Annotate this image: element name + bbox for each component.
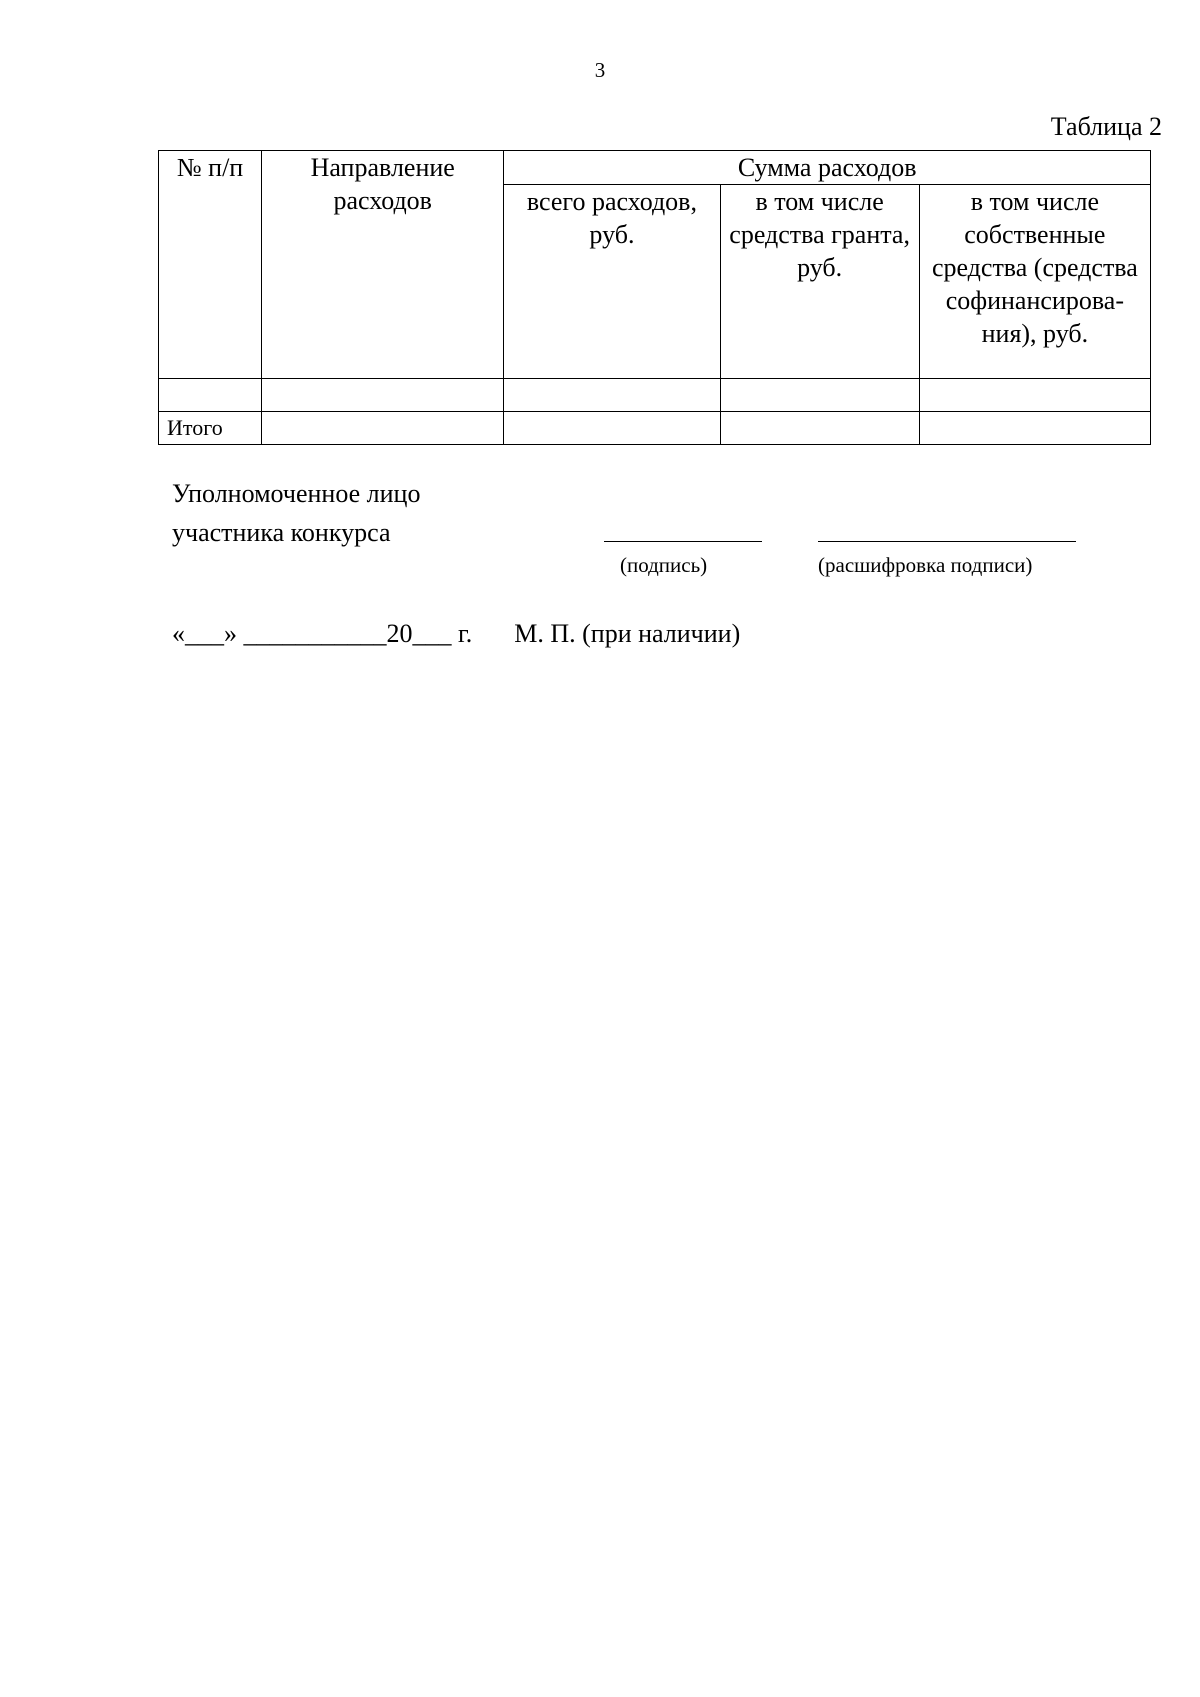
- table-row: [159, 379, 1151, 412]
- date-placeholder: «___» ___________20___ г.: [172, 619, 473, 648]
- signature-decoding-line: [818, 541, 1076, 542]
- signature-decoding-caption: (расшифровка подписи): [818, 553, 1033, 577]
- date-line: [172, 619, 740, 649]
- total-sum: [504, 412, 720, 445]
- signer-block: [172, 474, 420, 552]
- header-num: № п/п: [159, 151, 262, 379]
- signature-line: [604, 541, 762, 542]
- table-header-row: [159, 151, 1151, 185]
- stamp-note: М. П. (при наличии): [514, 619, 741, 648]
- page-number: 3: [594, 58, 606, 82]
- cell-grant: [720, 379, 919, 412]
- cell-direction: [262, 379, 504, 412]
- cell-num: [159, 379, 262, 412]
- total-own: [919, 412, 1150, 445]
- header-own: в том числе собственные средства (средства софинансирова-ния), руб.: [919, 185, 1150, 379]
- header-grant: в том числе средства гранта, руб.: [720, 185, 919, 379]
- header-total: всего расходов, руб.: [504, 185, 720, 379]
- signer-title-line1: Уполномоченное лицо: [172, 479, 421, 508]
- total-grant: [720, 412, 919, 445]
- total-direction: [262, 412, 504, 445]
- header-amount-group: Сумма расходов: [504, 151, 1151, 185]
- total-label: Итого: [159, 412, 262, 445]
- table-total-row: [159, 412, 1151, 445]
- cell-total: [504, 379, 720, 412]
- signature-caption: (подпись): [620, 553, 708, 577]
- expenses-table: [158, 150, 1151, 445]
- signer-title-line2: участника конкурса: [172, 518, 391, 547]
- table-caption: Таблица 2: [1050, 112, 1162, 141]
- cell-own: [919, 379, 1150, 412]
- header-direction: Направление расходов: [262, 151, 504, 379]
